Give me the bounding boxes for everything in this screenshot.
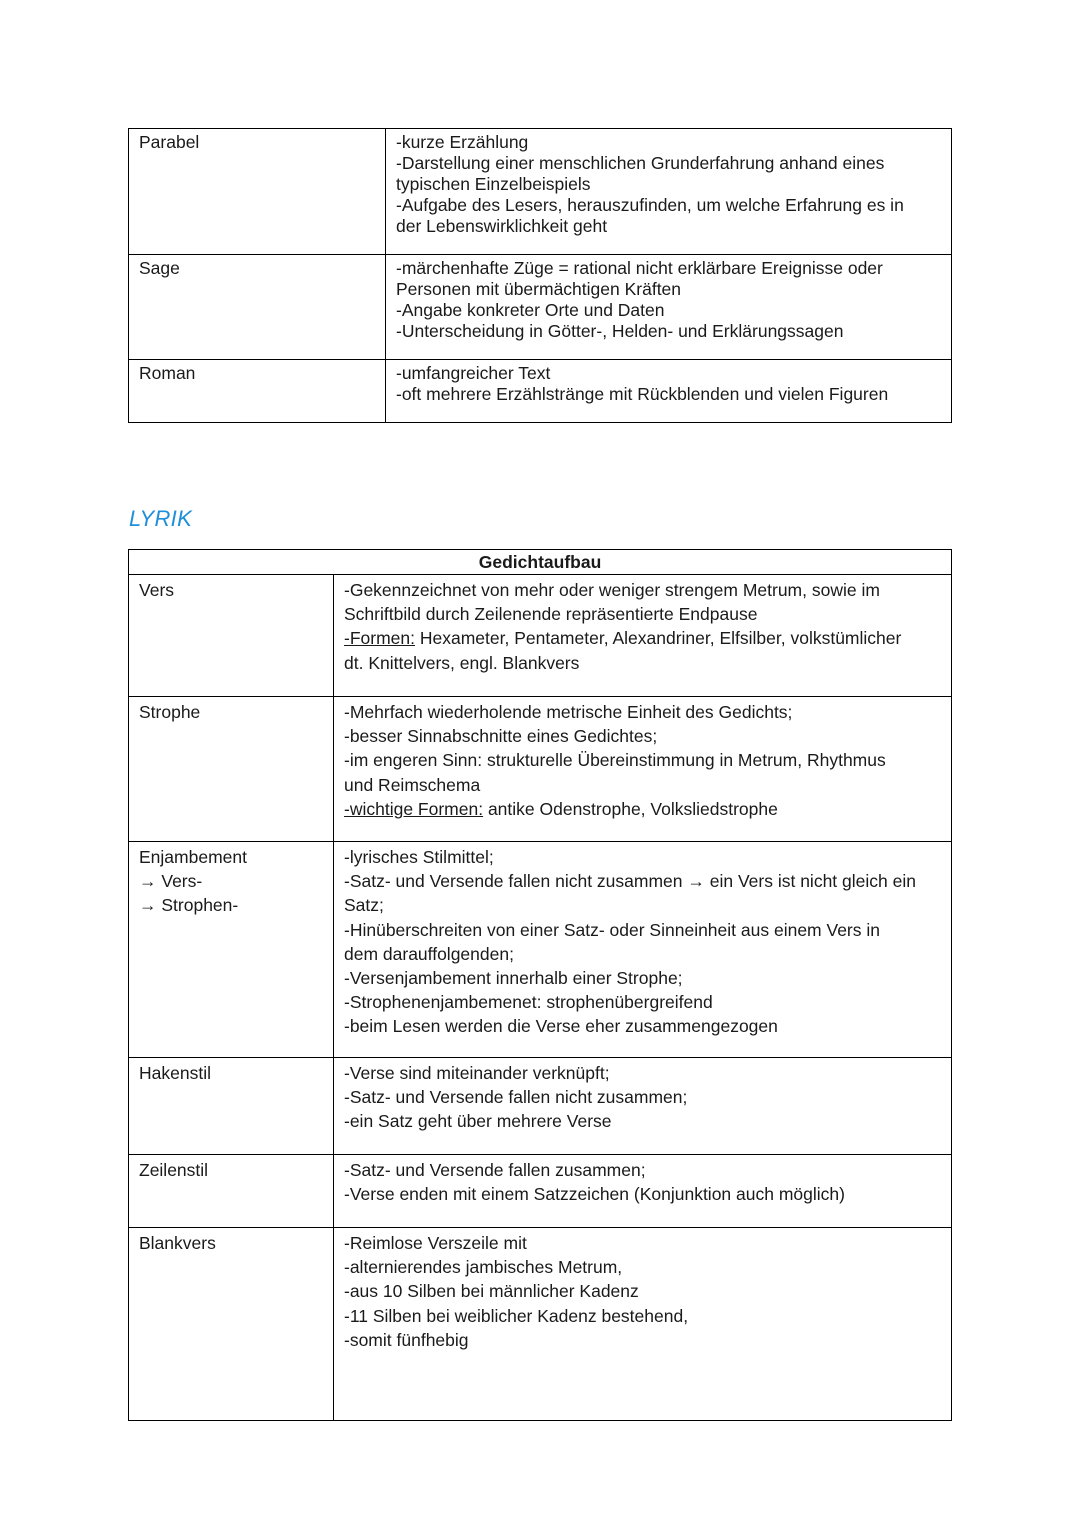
table-row	[129, 1228, 952, 1421]
term-hakenstil: Hakenstil	[129, 1058, 334, 1155]
table-row	[129, 1155, 952, 1228]
table-row	[129, 255, 952, 360]
definition-blankvers: -Reimlose Verszeile mit -alternierendes jambisches Metrum, -aus 10 Silben bei männlicher Kadenz -11 Silben bei weiblicher Kadenz bestehend, -somit fünfhebig	[334, 1228, 952, 1421]
table-row	[129, 575, 952, 697]
prosa-table	[128, 128, 952, 423]
lyrik-table	[128, 549, 952, 1421]
table-header: Gedichtaufbau	[129, 550, 952, 575]
definition-enjambement: -lyrisches Stilmittel; -Satz- und Versende fallen nicht zusammen → ein Vers ist nicht gleich ein Satz; -Hinüberschreiten von einer Satz- oder Sinneinheit aus einem Vers in dem darauffolgenden; -Versenjambement innerhalb einer Strophe; -Strophenenjambemenet: strophenübergreifend -beim Lesen werden die Verse eher zusammengezogen	[334, 842, 952, 1058]
formen-label: -Formen:	[344, 628, 415, 649]
term-vers: Vers	[129, 575, 334, 697]
table-row	[129, 842, 952, 1058]
table-row	[129, 697, 952, 842]
definition-roman: -umfangreicher Text -oft mehrere Erzählstränge mit Rückblenden und vielen Figuren	[386, 360, 952, 423]
table-row	[129, 129, 952, 255]
definition-strophe: -Mehrfach wiederholende metrische Einheit des Gedichts; -besser Sinnabschnitte eines Gedichtes; -im engeren Sinn: strukturelle Übereinstimmung in Metrum, Rhythmus und Reimschema -wichtige Formen: antike Odenstrophe, Volksliedstrophe	[334, 697, 952, 842]
term-parabel: Parabel	[129, 129, 386, 255]
table-row	[129, 360, 952, 423]
definition-sage: -märchenhafte Züge = rational nicht erklärbare Ereignisse oder Personen mit übermächtigen Kräften -Angabe konkreter Orte und Daten -Unterscheidung in Götter-, Helden- und Erklärungssagen	[386, 255, 952, 360]
term-blankvers: Blankvers	[129, 1228, 334, 1421]
definition-hakenstil: -Verse sind miteinander verknüpft; -Satz- und Versende fallen nicht zusammen; -ein Satz geht über mehrere Verse	[334, 1058, 952, 1155]
definition-parabel: -kurze Erzählung -Darstellung einer menschlichen Grunderfahrung anhand eines typischen Einzelbeispiels -Aufgabe des Lesers, herauszufinden, um welche Erfahrung es in der Lebenswirklichkeit geht	[386, 129, 952, 255]
table-row	[129, 1058, 952, 1155]
definition-vers: -Gekennzeichnet von mehr oder weniger strengem Metrum, sowie im Schriftbild durch Zeilenende repräsentierte Endpause -Formen: Hexameter, Pentameter, Alexandriner, Elfsilber, volkstümlicher dt. Knittelvers, engl. Blankvers	[334, 575, 952, 697]
definition-zeilenstil: -Satz- und Versende fallen zusammen; -Verse enden mit einem Satzzeichen (Konjunktion auch möglich)	[334, 1155, 952, 1228]
term-roman: Roman	[129, 360, 386, 423]
term-enjambement: Enjambement → Vers- → Strophen-	[129, 842, 334, 1058]
section-heading-lyrik: LYRIK	[129, 506, 193, 531]
term-sage: Sage	[129, 255, 386, 360]
formen-label: -wichtige Formen:	[344, 798, 484, 819]
term-strophe: Strophe	[129, 697, 334, 842]
table-header-row	[129, 550, 952, 575]
term-zeilenstil: Zeilenstil	[129, 1155, 334, 1228]
